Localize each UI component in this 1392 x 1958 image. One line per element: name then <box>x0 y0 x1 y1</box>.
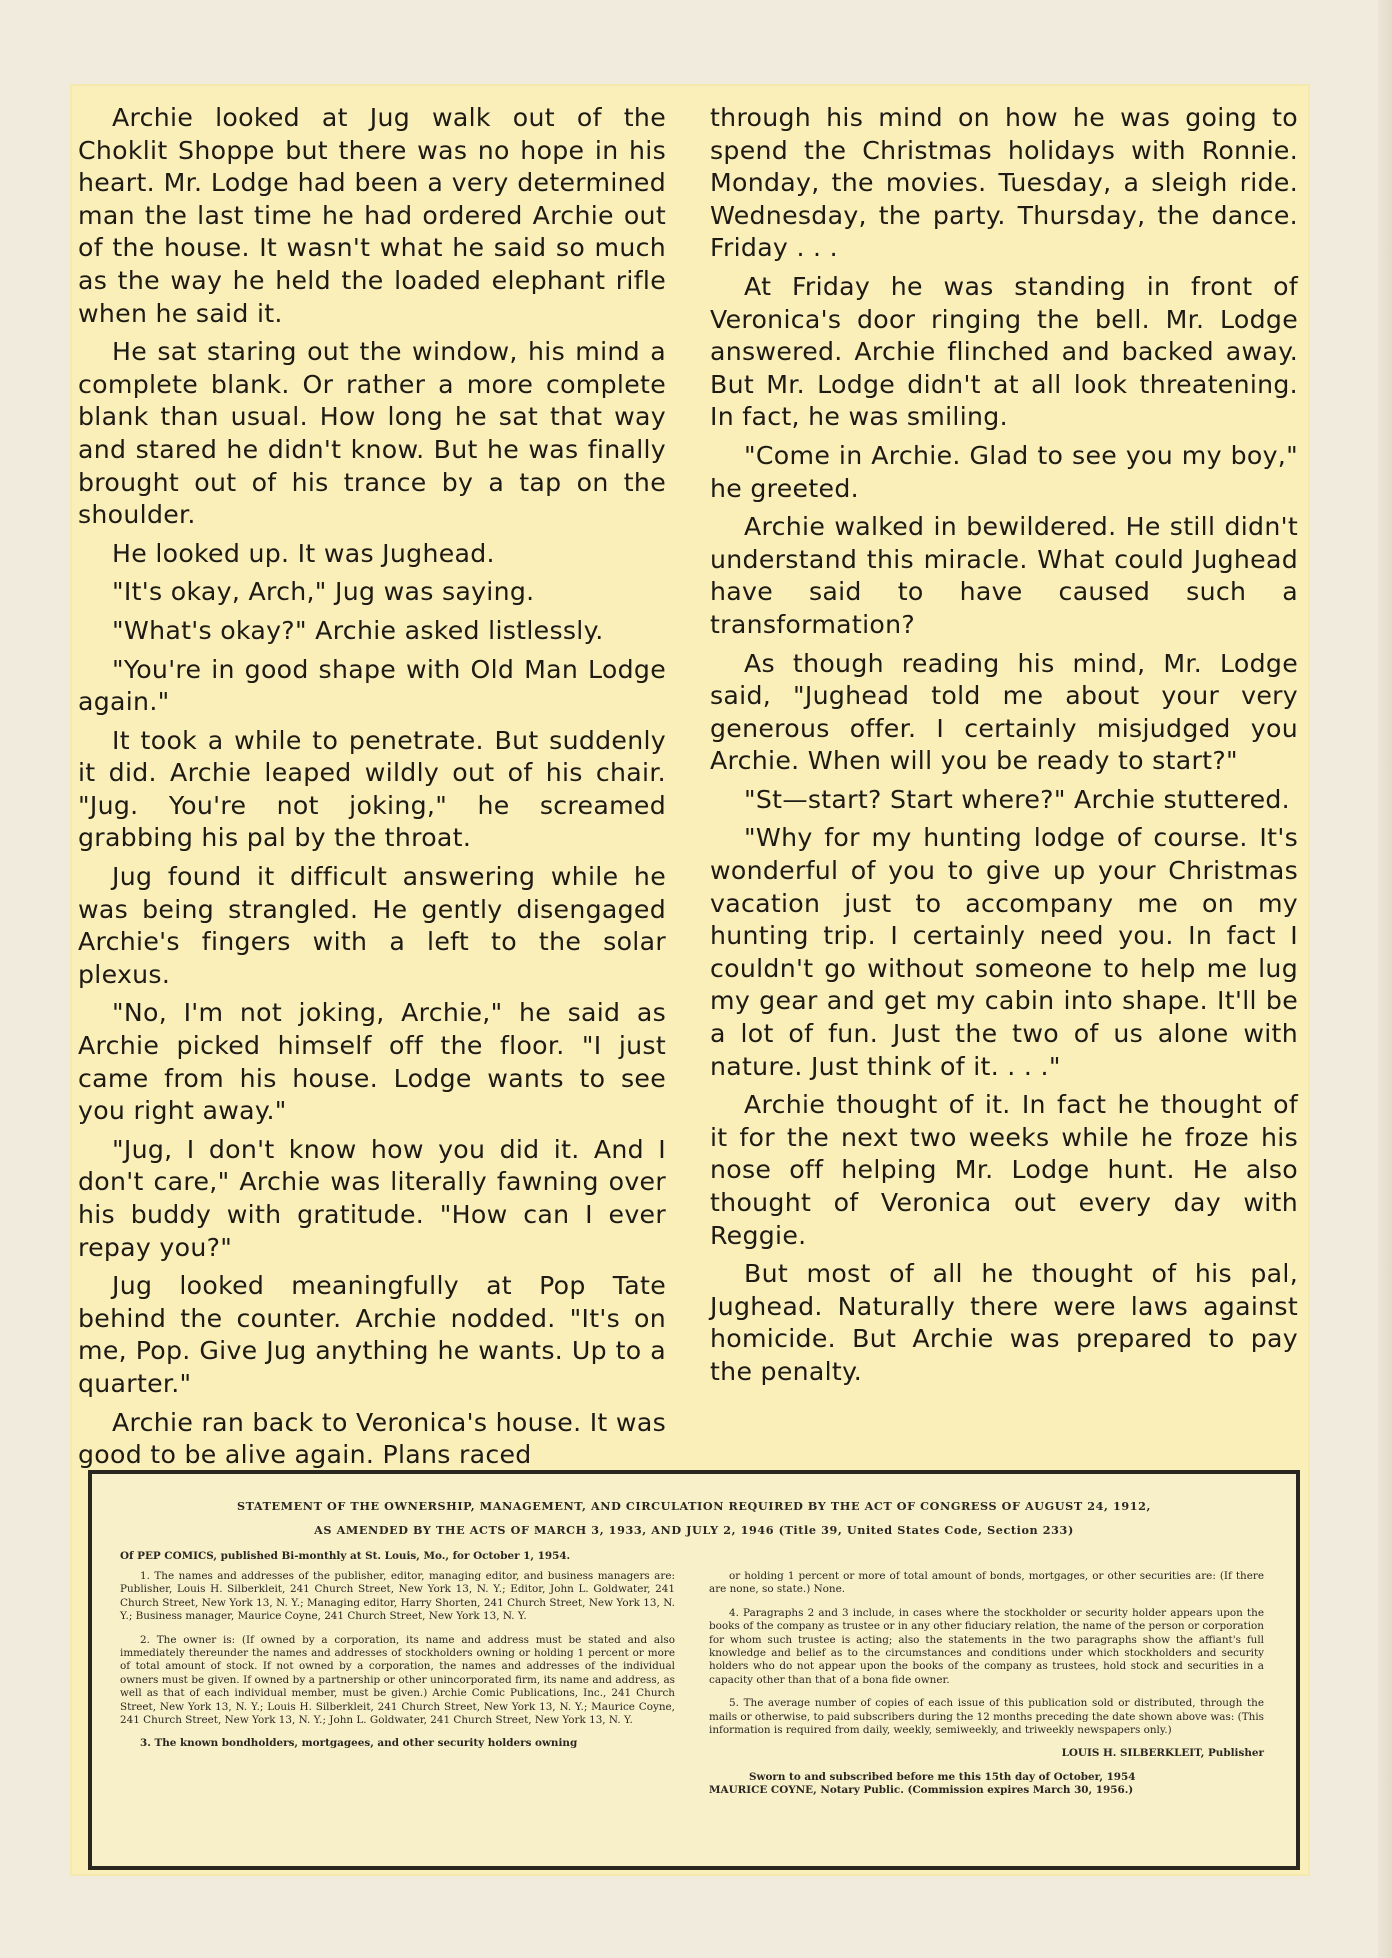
statement-paragraph: 3. The known bondholders, mortgagees, and other security holders owning <box>140 1737 578 1750</box>
statement-paragraph: 2. The owner is: (If owned by a corporation, its name and address must be stated and also immediately thereunder the names and addresses of stockholders owning or holding 1 percent or more of total amount of stock. If not owned by a corporation, the names and addresses of the individual owners must be given. If owned by a partnership or other unincorporated firm, its name and address, as well as that of each individual member, must be given.) Archie Comic Publications, Inc., 241 Church Street, New York 13, N. Y.; Louis H. Silberkleit, 241 Church Street, New York 13, N. Y.; Maurice Coyne, 241 Church Street, New York 13, N. Y.; John L. Goldwater, 241 Church Street, New York 13, N. Y. <box>120 1633 675 1727</box>
story-paragraph: He looked up. It was Jughead. <box>112 538 495 568</box>
ownership-statement-box <box>88 1470 1300 1870</box>
story-paragraph: through his mind on how he was going to spend the Christmas holidays with Ronnie. Monday, the movies. Tuesday, a sleigh ride. Wednesday, the party. Thursday, the dance. Friday . . . <box>710 103 1298 263</box>
statement-paragraph: 1. The names and addresses of the publisher, editor, managing editor, and business managers are: Publisher, Louis H. Silberkleit, 241 Church Street, New York 13, N. Y.; Editor, John L. Goldwater, 241 Church Street, New York 13, N. Y.; Managing editor, Harry Shorten, 241 Church Street, New York 13, N. Y.; Business manager, Maurice Coyne, 241 Church Street, New York 13, N. Y. <box>120 1570 675 1623</box>
statement-columns <box>120 1570 1268 1798</box>
story-paragraph: Archie thought of it. In fact he thought of it for the next two weeks while he froze his nose off helping Mr. Lodge hunt. He also thought of Veronica out every day with Reggie. <box>710 1090 1298 1250</box>
story-paragraph: It took a while to penetrate. But suddenly it did. Archie leaped wildly out of his chair. "Jug. You're not joking," he screamed grabbing his pal by the throat. <box>78 725 666 853</box>
publisher-signature: LOUIS H. SILBERKLEIT, Publisher <box>1061 1747 1264 1760</box>
page-edge <box>1378 0 1392 1958</box>
story-paragraph: Archie looked at Jug walk out of the Choklit Shoppe but there was no hope in his heart. Mr. Lodge had been a very determined man the last time he had ordered Archie out of the house. It wasn't what he said so much as the way he held the loaded elephant rifle when he said it. <box>78 103 666 328</box>
story-paragraph: But most of all he thought of his pal, Jughead. Naturally there were laws against homicide. But Archie was prepared to pay the penalty. <box>710 1259 1298 1386</box>
story-paragraph: "It's okay, Arch," Jug was saying. <box>112 577 535 607</box>
story-column-left <box>78 102 666 1470</box>
statement-paragraph: or holding 1 percent or more of total amount of bonds, mortgages, or other securities are: (If there are none, so state.) None. <box>709 1570 1264 1596</box>
story-column-right <box>710 102 1298 1432</box>
story-paragraph: "You're in good shape with Old Man Lodge again." <box>78 654 666 717</box>
story-paragraph: "What's okay?" Archie asked listlessly. <box>112 615 604 645</box>
sworn-line: Sworn to and subscribed before me this 15th day of October, 1954 <box>749 1770 1136 1783</box>
statement-heading: STATEMENT OF THE OWNERSHIP, MANAGEMENT, AND CIRCULATION REQUIRED BY THE ACT OF CONGRESS OF AUGUST 24, 1912, <box>236 1499 1152 1513</box>
statement-column-right <box>709 1570 1264 1798</box>
story-paragraph: Jug looked meaningfully at Pop Tate behind the counter. Archie nodded. "It's on me, Pop. Give Jug anything he wants. Up to a quarter." <box>78 1271 666 1398</box>
story-paragraph: He sat staring out the window, his mind a complete blank. Or rather a more complete blank than usual. How long he sat that way and stared he didn't know. But he was finally brought out of his trance by a tap on the shoulder. <box>78 337 666 530</box>
story-paragraph: Archie walked in bewildered. He still didn't understand this miracle. What could Jughead have said to have caused such a transformation? <box>710 512 1298 639</box>
story-paragraph: "Come in Archie. Glad to see you my boy," he greeted. <box>710 440 1298 503</box>
statement-column-left <box>120 1570 675 1798</box>
notary-line: MAURICE COYNE, Notary Public. (Commission expires March 30, 1956.) <box>709 1784 1134 1797</box>
story-paragraph: "No, I'm not joking, Archie," he said as Archie picked himself off the floor. "I just came from his house. Lodge wants to see you right away." <box>78 998 666 1126</box>
publication-line: Of PEP COMICS, published Bi-monthly at St. Louis, Mo., for October 1, 1954. <box>120 1550 571 1562</box>
story-paragraph: "Why for my hunting lodge of course. It's wonderful of you to give up your Christmas vacation just to accompany me on my hunting trip. I certainly need you. In fact I couldn't go without someone to help me lug my gear and get my cabin into shape. It'll be a lot of fun. Just the two of us alone with nature. Just think of it. . . ." <box>710 823 1298 1081</box>
statement-paragraph: 4. Paragraphs 2 and 3 include, in cases where the stockholder or security holder appears upon the books of the company as trustee or in any other fiduciary relation, the name of the person or corporation for whom such trustee is acting; also the statements in the two paragraphs show the affiant's full knowledge and belief as to the circumstances and conditions under which stockholders and security holders who do not appear upon the books of the company as trustees, hold stock and securities in a capacity other than that of a bona fide owner. <box>709 1606 1264 1686</box>
statement-subheading: AS AMENDED BY THE ACTS OF MARCH 3, 1933, AND JULY 2, 1946 (Title 39, United States Code, Section 233) <box>314 1523 1074 1537</box>
story-paragraph: At Friday he was standing in front of Veronica's door ringing the bell. Mr. Lodge answered. Archie flinched and backed away. But Mr. Lodge didn't at all look threatening. In fact, he was smiling. <box>710 271 1298 432</box>
story-paragraph: Jug found it difficult answering while he was being strangled. He gently disengaged Archie's fingers with a left to the solar plexus. <box>78 862 666 989</box>
story-paragraph: "Jug, I don't know how you did it. And I don't care," Archie was literally fawning over his buddy with gratitude. "How can I ever repay you?" <box>78 1134 666 1262</box>
story-paragraph: As though reading his mind, Mr. Lodge said, "Jughead told me about your very generous offer. I certainly misjudged you Archie. When will you be ready to start?" <box>710 648 1298 776</box>
story-paragraph: "St—start? Start where?" Archie stuttered. <box>744 784 1290 814</box>
story-text <box>78 102 1298 1470</box>
story-paragraph: Archie ran back to Veronica's house. It was good to be alive again. Plans raced <box>78 1407 666 1470</box>
statement-paragraph: 5. The average number of copies of each issue of this publication sold or distributed, through the mails or otherwise, to paid subscribers during the 12 months preceding the date shown above was: (This information is required from daily, weekly, semiweekly, and triweekly newspapers only.) <box>709 1697 1264 1737</box>
